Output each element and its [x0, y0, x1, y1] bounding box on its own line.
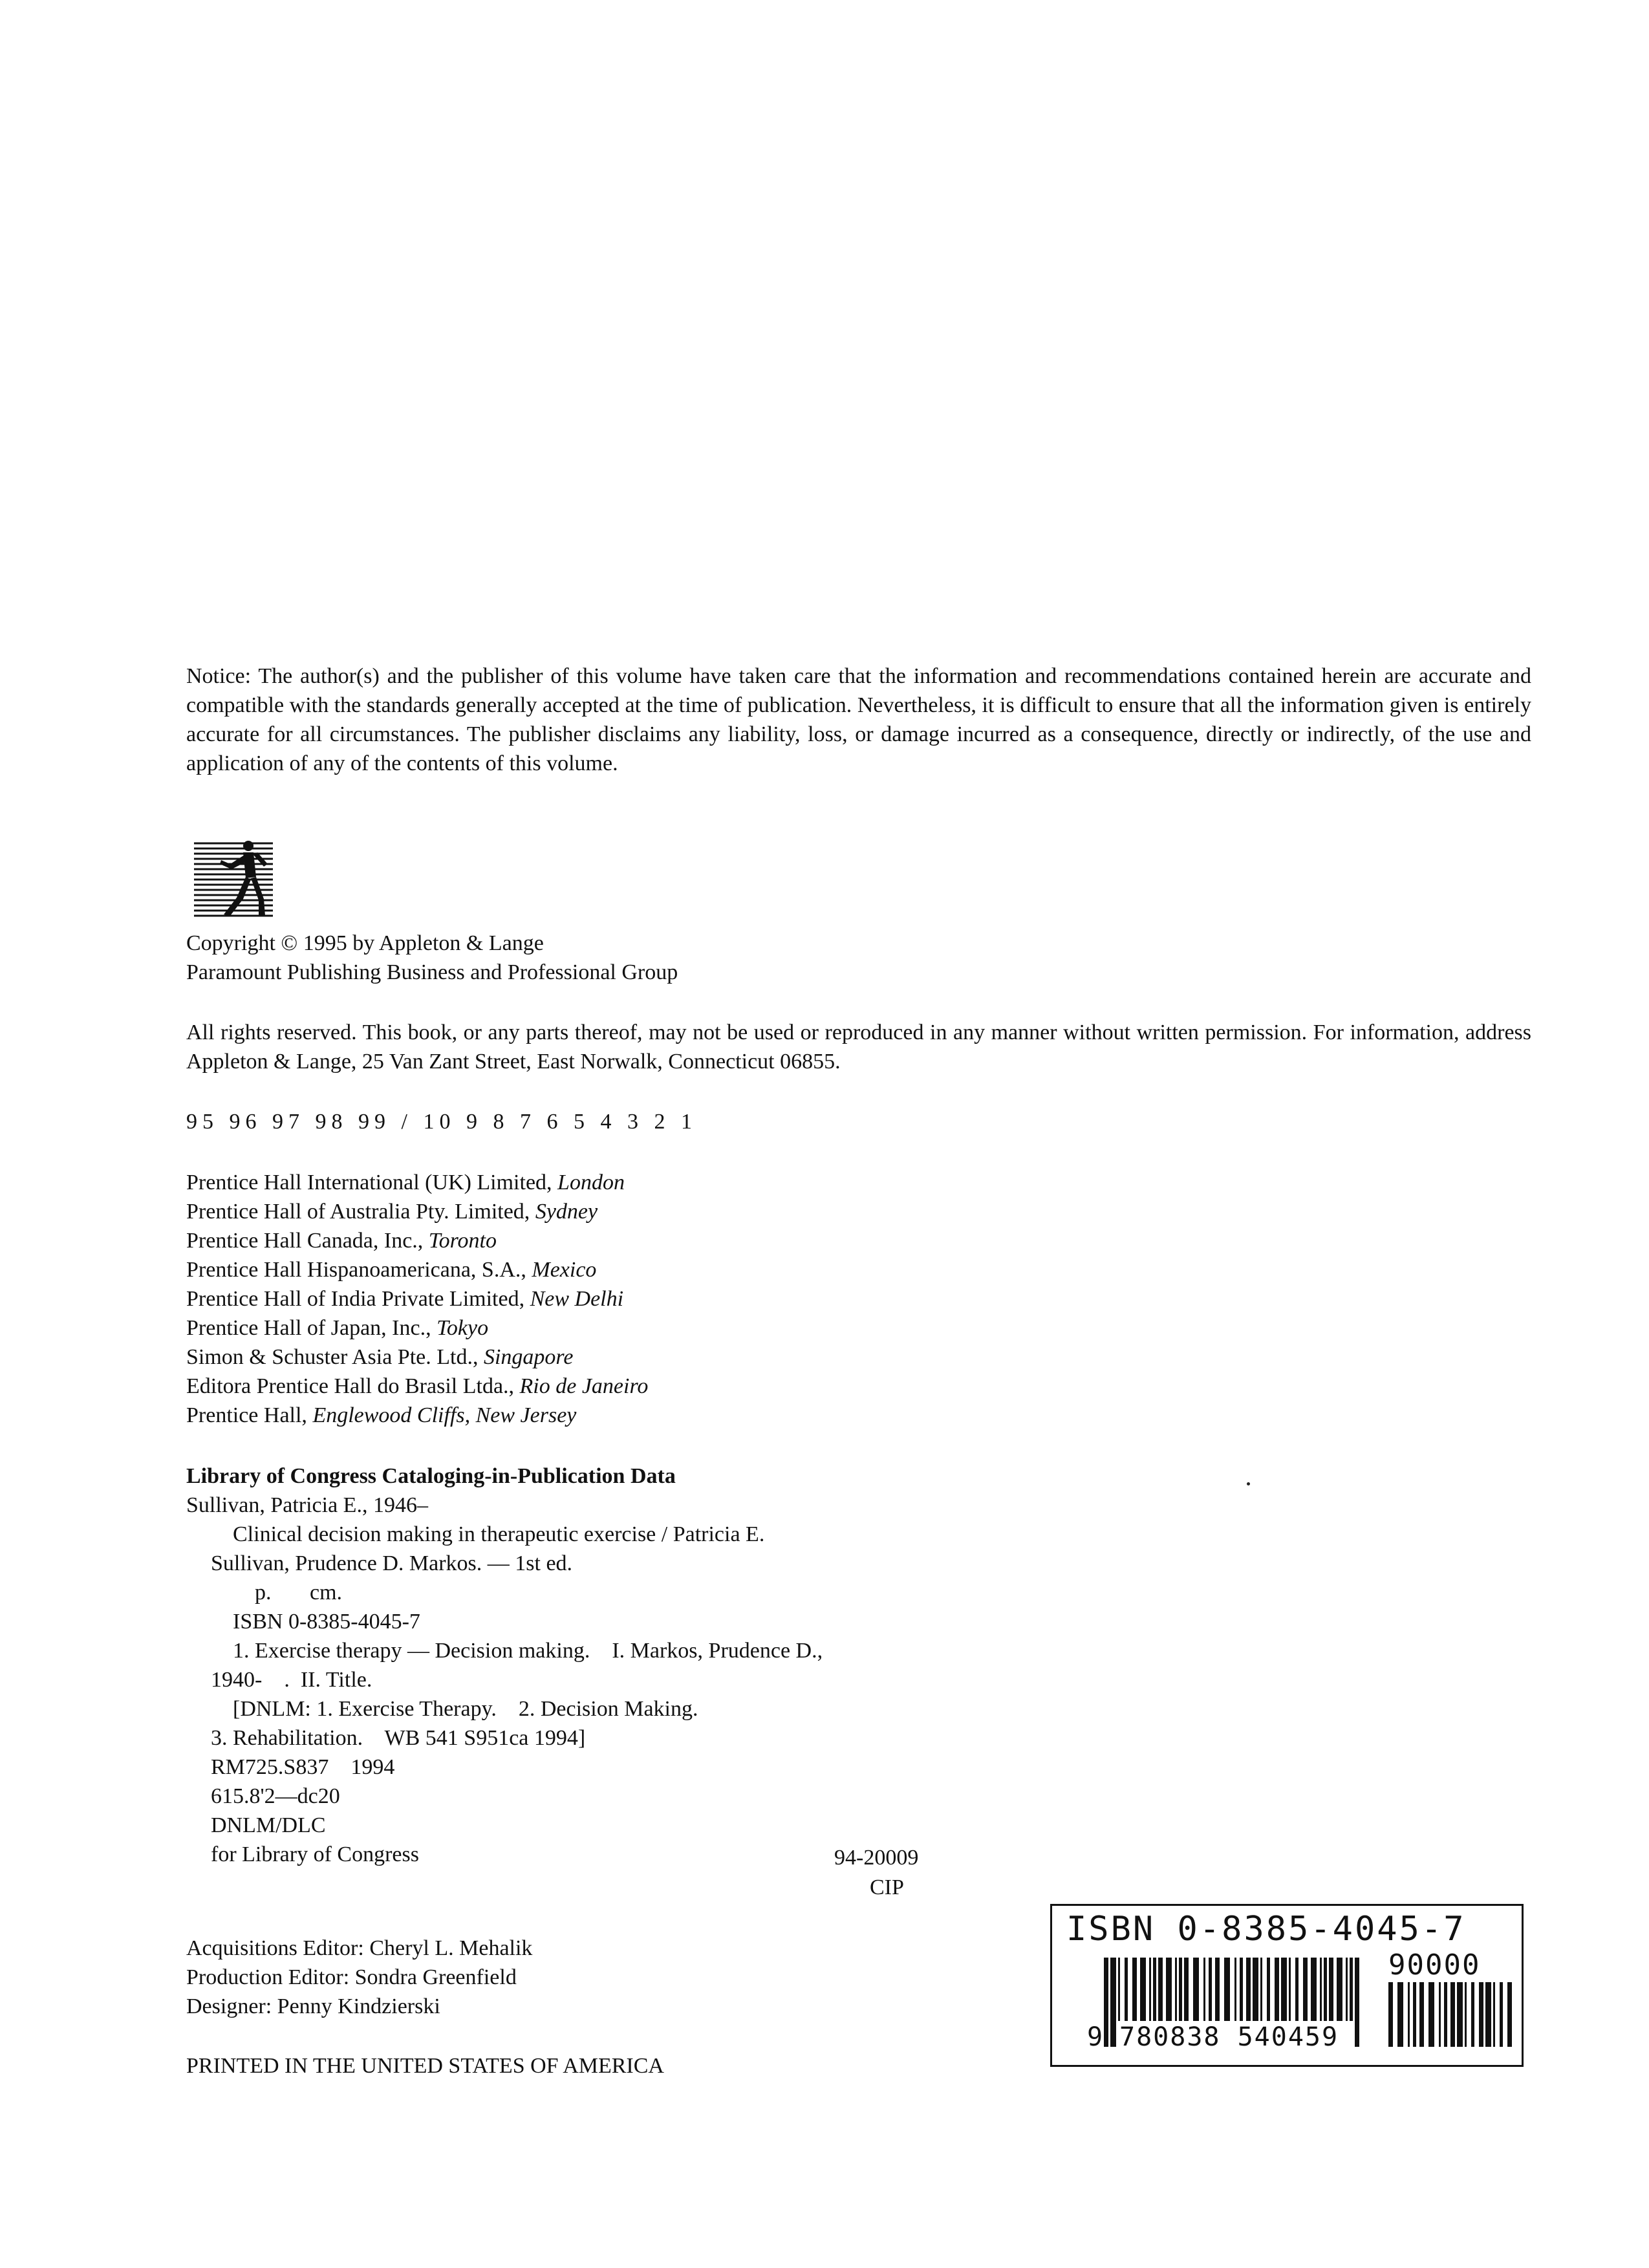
- barcode-bar: [1355, 1958, 1359, 2047]
- distributor-item: Prentice Hall Hispanoamericana, S.A., Mexico: [186, 1258, 597, 1282]
- barcode-bar: [1337, 1958, 1342, 2021]
- barcode-bar: [1493, 1982, 1495, 2047]
- barcode-bar: [1118, 1958, 1120, 2021]
- cip-subject-line: 1. Exercise therapy — Decision making. I. Markos, Prudence D.,: [233, 1639, 823, 1663]
- credits-block: [186, 1934, 532, 2021]
- barcode-bar: [1303, 1958, 1308, 2021]
- production-editor: Production Editor: Sondra Greenfield: [186, 1965, 517, 1989]
- cip-data-block: [186, 1462, 823, 1869]
- cip-lccn: 94-20009: [834, 1846, 919, 1870]
- barcode-bar: [1507, 1982, 1512, 2047]
- barcode-bar: [1419, 1982, 1424, 2047]
- barcode-bar: [1388, 1982, 1393, 2047]
- barcode-bar: [1110, 1958, 1116, 2047]
- cip-pages: p. cm.: [255, 1581, 343, 1604]
- barcode-bar: [1209, 1958, 1212, 2021]
- designer: Designer: Penny Kindzierski: [186, 1994, 440, 2018]
- barcode-bar: [1311, 1958, 1317, 2021]
- cip-dnlm-line: [DNLM: 1. Exercise Therapy. 2. Decision Making.: [233, 1697, 698, 1721]
- barcode-bar: [1260, 1958, 1262, 2021]
- acquisitions-editor: Acquisitions Editor: Cheryl L. Mehalik: [186, 1936, 533, 1960]
- barcode-bar: [1450, 1982, 1455, 2047]
- barcode-bar: [1153, 1958, 1156, 2021]
- isbn-title: ISBN 0-8385-4045-7: [1066, 1910, 1466, 1949]
- barcode-bar: [1444, 1982, 1447, 2047]
- barcode-bar: [1500, 1982, 1503, 2047]
- cip-subject-line: 1940- . II. Title.: [211, 1668, 372, 1692]
- publisher-logo-icon: [191, 838, 275, 920]
- isbn-barcode-box: [1050, 1904, 1524, 2067]
- barcode-bar: [1457, 1982, 1463, 2047]
- distributor-item: Prentice Hall of India Private Limited, New Delhi: [186, 1287, 624, 1311]
- printed-in-line: PRINTED IN THE UNITED STATES OF AMERICA: [186, 2054, 664, 2078]
- barcode-bar: [1253, 1958, 1258, 2021]
- barcode-bar: [1408, 1982, 1410, 2047]
- cip-dnlm-line: 3. Rehabilitation. WB 541 S951ca 1994]: [211, 1726, 586, 1750]
- barcode-bar: [1346, 1958, 1348, 2021]
- distributors-list: [186, 1168, 648, 1430]
- barcode-bar: [1193, 1958, 1199, 2021]
- barcode-bar: [1215, 1958, 1220, 2021]
- barcode-bar: [1132, 1958, 1137, 2021]
- distributor-item: Prentice Hall Canada, Inc., Toronto: [186, 1229, 497, 1253]
- barcode-bar: [1289, 1958, 1291, 2021]
- barcode-bar: [1125, 1958, 1128, 2021]
- barcode-bar: [1149, 1958, 1151, 2021]
- barcode-bar: [1413, 1982, 1416, 2047]
- cip-label: CIP: [870, 1875, 904, 1899]
- stray-dot: [1247, 1482, 1250, 1485]
- barcode-bar: [1175, 1958, 1177, 2021]
- distributor-item: Prentice Hall International (UK) Limited, London: [186, 1171, 625, 1194]
- cip-title-line: Clinical decision making in therapeutic exercise / Patricia E.: [233, 1522, 765, 1546]
- barcode-bar: [1324, 1958, 1327, 2021]
- ean-digits: 780838 540459: [1119, 2022, 1339, 2052]
- barcode-bar: [1295, 1958, 1299, 2021]
- barcode-bar: [1246, 1958, 1251, 2021]
- cip-classification: 615.8'2—dc20: [211, 1784, 340, 1808]
- barcode-bar: [1166, 1958, 1172, 2021]
- barcode-bar: [1203, 1958, 1205, 2021]
- ean-first-digit: 9: [1087, 2022, 1103, 2052]
- publisher-group: Paramount Publishing Business and Professional Group: [186, 960, 678, 984]
- barcode-bar: [1485, 1982, 1491, 2047]
- notice-text: Notice: The author(s) and the publisher of this volume have taken care that the information and recommendations contained herein are accurate and compatible with the standards generally accepted at the time of publication. Nevertheless, it is difficult to ensure that all the information given is entirely accurate for all circumstances. The publisher disclaims any liability, loss, or damage incurred as a consequence, directly or indirectly, of the use and application of any of the contents of this volume.: [186, 664, 1531, 775]
- cip-isbn: ISBN 0-8385-4045-7: [233, 1610, 420, 1634]
- distributor-item: Simon & Schuster Asia Pte. Ltd., Singapore: [186, 1345, 574, 1369]
- barcode-bar: [1320, 1958, 1322, 2021]
- copyright-line: Copyright © 1995 by Appleton & Lange: [186, 931, 544, 955]
- distributor-item: Prentice Hall of Japan, Inc., Tokyo: [186, 1316, 489, 1340]
- barcode-bar: [1281, 1958, 1287, 2021]
- cip-classification: DNLM/DLC: [211, 1813, 326, 1837]
- cip-author: Sullivan, Patricia E., 1946–: [186, 1493, 428, 1517]
- copyright-block: [186, 929, 678, 987]
- barcode-bar: [1184, 1958, 1189, 2021]
- distributor-item: Prentice Hall of Australia Pty. Limited, Sydney: [186, 1200, 598, 1224]
- barcode-bar: [1350, 1958, 1353, 2021]
- barcode-bar: [1329, 1958, 1333, 2021]
- barcode-bar: [1471, 1982, 1474, 2047]
- barcode-bar: [1465, 1982, 1467, 2047]
- rights-paragraph: All rights reserved. This book, or any parts thereof, may not be used or reproduced in any manner without written permission. For information, address Appleton & Lange, 25 Van Zant Street, East Norwalk, Connecticut 06855.: [186, 1021, 1531, 1074]
- barcode-bar: [1439, 1982, 1441, 2047]
- barcode-bar: [1140, 1958, 1146, 2021]
- barcode-bar: [1275, 1958, 1279, 2021]
- distributor-item: Editora Prentice Hall do Brasil Ltda., Rio de Janeiro: [186, 1374, 649, 1398]
- barcode-bar: [1397, 1982, 1403, 2047]
- distributor-item: Prentice Hall, Englewood Cliffs, New Jersey: [186, 1403, 577, 1427]
- barcode-bar: [1479, 1982, 1483, 2047]
- cip-classification: for Library of Congress: [211, 1842, 419, 1866]
- barcode-bar: [1267, 1958, 1270, 2021]
- barcode-bar: [1234, 1958, 1236, 2021]
- printing-line: 95 96 97 98 99 / 10 9 8 7 6 5 4 3 2 1: [186, 1110, 697, 1134]
- barcode-bar: [1179, 1958, 1182, 2021]
- barcode-bar: [1104, 1958, 1108, 2047]
- barcode-bar: [1240, 1958, 1243, 2021]
- cip-classification: RM725.S837 1994: [211, 1755, 395, 1779]
- addon-digits: 90000: [1388, 1949, 1481, 1982]
- cip-heading: Library of Congress Cataloging-in-Publication Data: [186, 1464, 676, 1488]
- cip-title-line: Sullivan, Prudence D. Markos. — 1st ed.: [211, 1551, 573, 1575]
- notice-paragraph: [186, 662, 1531, 778]
- barcode-bar: [1158, 1958, 1163, 2021]
- barcode-bar: [1428, 1982, 1434, 2047]
- barcode-bar: [1224, 1958, 1230, 2021]
